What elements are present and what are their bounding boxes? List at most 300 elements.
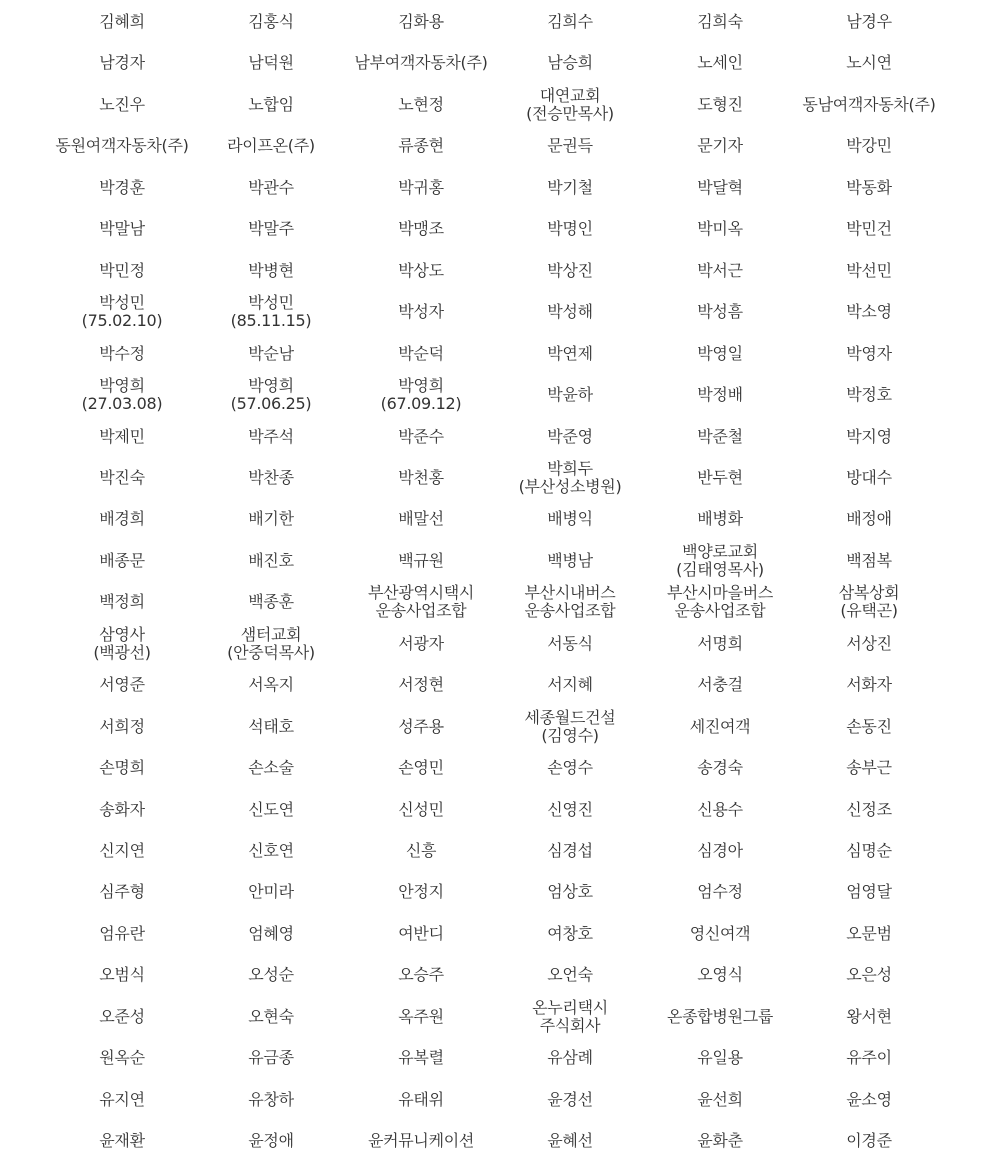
donor-entry: [191, 623, 351, 665]
donor-name: 오언숙: [547, 965, 593, 985]
donor-name: 박서근: [697, 260, 743, 280]
donor-name: 박관수: [248, 177, 294, 197]
donor-name: 윤소영: [846, 1089, 892, 1109]
donor-name: 엄혜영: [248, 923, 294, 943]
donor-entry: [789, 582, 949, 624]
donor-entry: [789, 374, 949, 416]
donor-note: (안중덕목사): [227, 642, 315, 662]
donor-name: 신성민: [398, 799, 444, 819]
donor-entry: [191, 1120, 351, 1162]
donor-entry: [341, 706, 501, 748]
donor-name: 송화자: [99, 799, 145, 819]
donor-entry: [191, 209, 351, 251]
donor-name: 박민건: [846, 219, 892, 239]
donor-entry: [191, 540, 351, 582]
donor-entry: [191, 789, 351, 831]
donor-name: 윤선희: [697, 1089, 743, 1109]
donor-name: 백점복: [846, 550, 892, 570]
donor-name: 박주석: [248, 426, 294, 446]
donor-name: 오성순: [248, 965, 294, 985]
donor-entry: [191, 126, 351, 168]
donor-entry: [191, 167, 351, 209]
donor-name: 노시연: [846, 53, 892, 73]
donor-entry: [42, 167, 202, 209]
donor-entry: [341, 623, 501, 665]
donor-name: 삼복상회: [838, 583, 900, 603]
donor-entry: [490, 540, 650, 582]
donor-entry: [42, 789, 202, 831]
donor-entry: [789, 209, 949, 251]
donor-name: 영신여객: [689, 923, 751, 943]
donor-name: 유일용: [697, 1048, 743, 1068]
donor-entry: [789, 84, 949, 126]
donor-name: 이경준: [846, 1131, 892, 1151]
donor-name: 남부여객자동차(주): [354, 53, 488, 73]
donor-entry: [42, 996, 202, 1038]
donor-entry: [789, 1038, 949, 1080]
donor-entry: [640, 126, 800, 168]
donor-entry: [341, 209, 501, 251]
donor-name: 왕서현: [846, 1006, 892, 1026]
donor-entry: [341, 1120, 501, 1162]
donor-entry: [640, 706, 800, 748]
donor-name: 배병화: [697, 509, 743, 529]
donor-name: 박귀홍: [398, 177, 444, 197]
donor-entry: [789, 499, 949, 541]
donor-name: 심명순: [846, 841, 892, 860]
donor-name: 안정지: [398, 882, 444, 902]
donor-name: 온종합병원그룹: [666, 1006, 774, 1026]
donor-entry: [789, 291, 949, 333]
donor-name: 남승희: [547, 53, 593, 73]
donor-entry: [341, 913, 501, 955]
donor-entry: [42, 747, 202, 789]
donor-name: 서상진: [846, 633, 892, 653]
donor-entry: [640, 913, 800, 955]
donor-entry: [191, 43, 351, 85]
donor-entry: [341, 499, 501, 541]
donor-entry: [341, 1079, 501, 1121]
donor-entry: [191, 913, 351, 955]
donor-name: 박선민: [846, 260, 892, 280]
donor-note: (67.09.12): [380, 394, 462, 414]
donor-entry: [341, 955, 501, 997]
donor-entry: [490, 333, 650, 375]
donor-entry: [42, 1038, 202, 1080]
donor-entry: [42, 84, 202, 126]
donor-name: 서동식: [547, 633, 593, 653]
donor-name: 송경숙: [697, 758, 743, 778]
donor-name: 신영진: [547, 799, 593, 819]
donor-name: 남경우: [846, 12, 892, 31]
donor-entry: [42, 706, 202, 748]
donor-name: 심경섭: [547, 841, 593, 860]
donor-entry: [640, 830, 800, 872]
donor-entry: [341, 789, 501, 831]
donor-entry: [789, 416, 949, 458]
donor-entry: [42, 623, 202, 665]
donor-entry: [789, 706, 949, 748]
donor-entry: [640, 582, 800, 624]
donor-name: 박말남: [99, 219, 145, 239]
donor-entry: [640, 250, 800, 292]
donor-entry: [640, 1079, 800, 1121]
donor-entry: [191, 872, 351, 914]
donor-entry: [42, 1079, 202, 1121]
donor-name: 노합임: [248, 94, 294, 114]
donor-entry: [42, 1120, 202, 1162]
donor-entry: [640, 457, 800, 499]
donor-name: 엄영달: [846, 882, 892, 902]
donor-name: 박기철: [547, 177, 593, 197]
donor-name: 유삼례: [547, 1048, 593, 1068]
donor-entry: [341, 84, 501, 126]
donor-name: 유지연: [99, 1089, 145, 1109]
donor-entry: [640, 789, 800, 831]
donor-entry: [490, 1, 650, 43]
donor-entry: [490, 623, 650, 665]
donor-name: 부산광역시택시: [367, 583, 475, 603]
donor-entry: [640, 623, 800, 665]
donor-entry: [640, 291, 800, 333]
donor-name: 박맹조: [398, 219, 444, 239]
donor-entry: [191, 84, 351, 126]
donor-entry: [789, 955, 949, 997]
donor-name: 서광자: [398, 633, 444, 653]
donor-entry: [42, 955, 202, 997]
donor-entry: [640, 1038, 800, 1080]
donor-entry: [42, 664, 202, 706]
donor-name: 박말주: [248, 219, 294, 239]
donor-name: 박준영: [547, 426, 593, 446]
donor-name: 박소영: [846, 302, 892, 322]
donor-entry: [42, 209, 202, 251]
donor-entry: [341, 416, 501, 458]
donor-entry: [640, 333, 800, 375]
donor-entry: [490, 167, 650, 209]
donor-note: 운송사업조합: [375, 601, 467, 621]
donor-name: 박천홍: [398, 467, 444, 487]
donor-name: 오문범: [846, 923, 892, 943]
donor-name: 신도연: [248, 799, 294, 819]
donor-name: 신용수: [697, 799, 743, 819]
donor-name: 동원여객자동차(주): [55, 136, 189, 156]
donor-entry: [42, 291, 202, 333]
donor-entry: [341, 374, 501, 416]
donor-entry: [341, 582, 501, 624]
donor-entry: [191, 416, 351, 458]
donor-name: 신호연: [248, 841, 294, 860]
donor-name: 백정희: [99, 592, 145, 612]
donor-entry: [42, 913, 202, 955]
donor-name: 오준성: [99, 1006, 145, 1026]
donor-entry: [490, 789, 650, 831]
donor-entry: [789, 43, 949, 85]
donor-entry: [640, 209, 800, 251]
donor-name: 손영수: [547, 758, 593, 778]
donor-name: 손명희: [99, 758, 145, 778]
donor-name: 오범식: [99, 965, 145, 985]
donor-name: 박동화: [846, 177, 892, 197]
donor-note: (김태영목사): [676, 559, 764, 579]
donor-note: (김영수): [541, 725, 599, 745]
donor-name: 김희수: [547, 12, 593, 31]
donor-name: 박성민: [248, 293, 294, 313]
donor-entry: [42, 830, 202, 872]
donor-entry: [490, 1038, 650, 1080]
donor-entry: [789, 872, 949, 914]
donor-entry: [341, 167, 501, 209]
donor-entry: [341, 872, 501, 914]
donor-name: 박성흠: [697, 302, 743, 322]
donor-name: 오승주: [398, 965, 444, 985]
donor-entry: [640, 84, 800, 126]
donor-entry: [640, 664, 800, 706]
donor-name: 샘터교회: [240, 624, 302, 644]
donor-entry: [789, 747, 949, 789]
donor-entry: [490, 664, 650, 706]
donor-name: 성주용: [398, 716, 444, 736]
donor-note: 운송사업조합: [524, 601, 616, 621]
donor-name: 김화용: [398, 12, 444, 31]
donor-name: 손동진: [846, 716, 892, 736]
donor-entry: [640, 872, 800, 914]
donor-name: 배경희: [99, 509, 145, 529]
donor-name: 서충걸: [697, 675, 743, 695]
donor-name: 여창호: [547, 923, 593, 943]
donor-name: 박성해: [547, 302, 593, 322]
donor-name: 박준수: [398, 426, 444, 446]
donor-name: 박진숙: [99, 467, 145, 487]
donor-name: 백양로교회: [682, 541, 758, 561]
donor-name: 박지영: [846, 426, 892, 446]
donor-name: 박강민: [846, 136, 892, 156]
donor-name: 세종월드건설: [524, 707, 616, 727]
donor-entry: [789, 789, 949, 831]
donor-name: 석태호: [248, 716, 294, 736]
donor-entry: [341, 540, 501, 582]
donor-note: 주식회사: [539, 1015, 601, 1035]
donor-name: 문기자: [697, 136, 743, 156]
donor-entry: [191, 955, 351, 997]
donor-name: 백병남: [547, 550, 593, 570]
donor-entry: [789, 623, 949, 665]
donor-entry: [42, 126, 202, 168]
donor-entry: [191, 706, 351, 748]
donor-entry: [42, 43, 202, 85]
donor-name: 박성민: [99, 293, 145, 313]
donor-entry: [191, 830, 351, 872]
donor-entry: [490, 872, 650, 914]
donor-entry: [789, 540, 949, 582]
donor-entry: [191, 374, 351, 416]
donor-entry: [42, 416, 202, 458]
donor-entry: [490, 830, 650, 872]
donor-entry: [341, 126, 501, 168]
donor-entry: [191, 457, 351, 499]
donor-name: 부산시마을버스: [666, 583, 774, 603]
donor-name: 배병익: [547, 509, 593, 529]
donor-name: 유태위: [398, 1089, 444, 1109]
donor-entry: [640, 540, 800, 582]
donor-note: 운송사업조합: [674, 601, 766, 621]
donor-name: 서영준: [99, 675, 145, 695]
donor-entry: [490, 499, 650, 541]
donor-entry: [490, 955, 650, 997]
donor-name: 노세인: [697, 53, 743, 73]
donor-name: 유주이: [846, 1048, 892, 1068]
donor-entry: [640, 996, 800, 1038]
donor-name: 오현숙: [248, 1006, 294, 1026]
donor-entry: [191, 996, 351, 1038]
donor-name: 박달혁: [697, 177, 743, 197]
donor-name: 류종현: [398, 136, 444, 156]
donor-name: 배기한: [248, 509, 294, 529]
donor-name: 윤커뮤니케이션: [367, 1131, 475, 1151]
donor-entry: [490, 1079, 650, 1121]
donor-entry: [191, 664, 351, 706]
donor-name: 여반디: [398, 923, 444, 943]
donor-name: 박찬종: [248, 467, 294, 487]
donor-entry: [789, 333, 949, 375]
donor-name: 배정애: [846, 509, 892, 529]
donor-name: 부산시내버스: [524, 583, 616, 603]
donor-entry: [341, 830, 501, 872]
donor-entry: [490, 374, 650, 416]
donor-entry: [640, 747, 800, 789]
donor-name: 김희숙: [697, 12, 743, 31]
donor-entry: [191, 747, 351, 789]
donor-name: 박희두: [547, 458, 593, 478]
donor-name: 라이프온(주): [227, 136, 315, 156]
donor-entry: [191, 1, 351, 43]
donor-entry: [789, 1079, 949, 1121]
donor-name: 오영식: [697, 965, 743, 985]
donor-name: 도형진: [697, 94, 743, 114]
donor-name: 심경아: [697, 841, 743, 860]
donor-name: 서정현: [398, 675, 444, 695]
donor-name: 박미옥: [697, 219, 743, 239]
donor-entry: [191, 1038, 351, 1080]
donor-name: 윤재환: [99, 1131, 145, 1151]
donor-name: 박영자: [846, 343, 892, 363]
donor-name: 삼영사: [99, 624, 145, 644]
donor-entry: [789, 996, 949, 1038]
donor-entry: [490, 457, 650, 499]
donor-name: 동남여객자동차(주): [802, 94, 936, 114]
donor-entry: [341, 1, 501, 43]
donor-name: 백종훈: [248, 592, 294, 612]
donor-entry: [341, 291, 501, 333]
donor-note: (27.03.08): [81, 394, 163, 414]
donor-name: 박정배: [697, 385, 743, 405]
donor-name: 신지연: [99, 841, 145, 860]
donor-entry: [42, 374, 202, 416]
donor-name: 엄상호: [547, 882, 593, 902]
donor-note: (전승만목사): [526, 103, 614, 123]
donor-entry: [42, 457, 202, 499]
donor-name: 배종문: [99, 550, 145, 570]
donor-note: (75.02.10): [81, 311, 163, 331]
donor-name: 손소술: [248, 758, 294, 778]
donor-name: 박민정: [99, 260, 145, 280]
donor-name: 서희정: [99, 716, 145, 736]
donor-entry: [191, 333, 351, 375]
donor-name: 윤정애: [248, 1131, 294, 1151]
donor-name: 송부근: [846, 758, 892, 778]
donor-entry: [341, 43, 501, 85]
donor-entry: [640, 167, 800, 209]
donor-entry: [42, 540, 202, 582]
donor-name: 박성자: [398, 302, 444, 322]
donor-entry: [42, 1, 202, 43]
donor-entry: [191, 1079, 351, 1121]
donor-entry: [191, 582, 351, 624]
donor-note: (유택곤): [840, 601, 898, 621]
donor-entry: [42, 333, 202, 375]
donor-entry: [640, 374, 800, 416]
donor-entry: [640, 416, 800, 458]
donor-entry: [789, 250, 949, 292]
donor-name: 박영일: [697, 343, 743, 363]
donor-name: 옥주원: [398, 1006, 444, 1026]
donor-name: 반두현: [697, 467, 743, 487]
donor-entry: [191, 499, 351, 541]
donor-name: 윤혜선: [547, 1131, 593, 1151]
donor-name: 박제민: [99, 426, 145, 446]
donor-name: 박순덕: [398, 343, 444, 363]
donor-entry: [490, 209, 650, 251]
donor-entry: [789, 830, 949, 872]
donor-entry: [341, 996, 501, 1038]
donor-name: 원옥순: [99, 1048, 145, 1068]
donor-name: 유창하: [248, 1089, 294, 1109]
donor-entry: [42, 250, 202, 292]
donor-name: 안미라: [248, 882, 294, 902]
donor-name: 백규원: [398, 550, 444, 570]
donor-entry: [490, 1120, 650, 1162]
donor-entry: [341, 457, 501, 499]
donor-name: 박수정: [99, 343, 145, 363]
donor-note: (백광선): [93, 642, 151, 662]
donor-name: 박연제: [547, 343, 593, 363]
donor-entry: [789, 457, 949, 499]
donor-name: 박경훈: [99, 177, 145, 197]
donor-note: (85.11.15): [230, 311, 312, 331]
donor-entry: [640, 955, 800, 997]
donor-name: 노현정: [398, 94, 444, 114]
donor-name: 박정호: [846, 385, 892, 405]
donor-name: 박윤하: [547, 385, 593, 405]
donor-name: 신흥: [405, 841, 437, 860]
donor-entry: [341, 747, 501, 789]
donor-name: 손영민: [398, 758, 444, 778]
donor-entry: [490, 291, 650, 333]
donor-entry: [640, 1, 800, 43]
donor-entry: [789, 664, 949, 706]
donor-entry: [490, 996, 650, 1038]
donor-name: 엄유란: [99, 923, 145, 943]
donor-name: 유금종: [248, 1048, 294, 1068]
donor-name: 박병현: [248, 260, 294, 280]
donor-entry: [341, 1038, 501, 1080]
donor-entry: [640, 499, 800, 541]
donor-name: 배진호: [248, 550, 294, 570]
donor-entry: [490, 250, 650, 292]
donor-name: 남경자: [99, 53, 145, 73]
donor-name: 서화자: [846, 675, 892, 695]
donor-name: 방대수: [846, 467, 892, 487]
